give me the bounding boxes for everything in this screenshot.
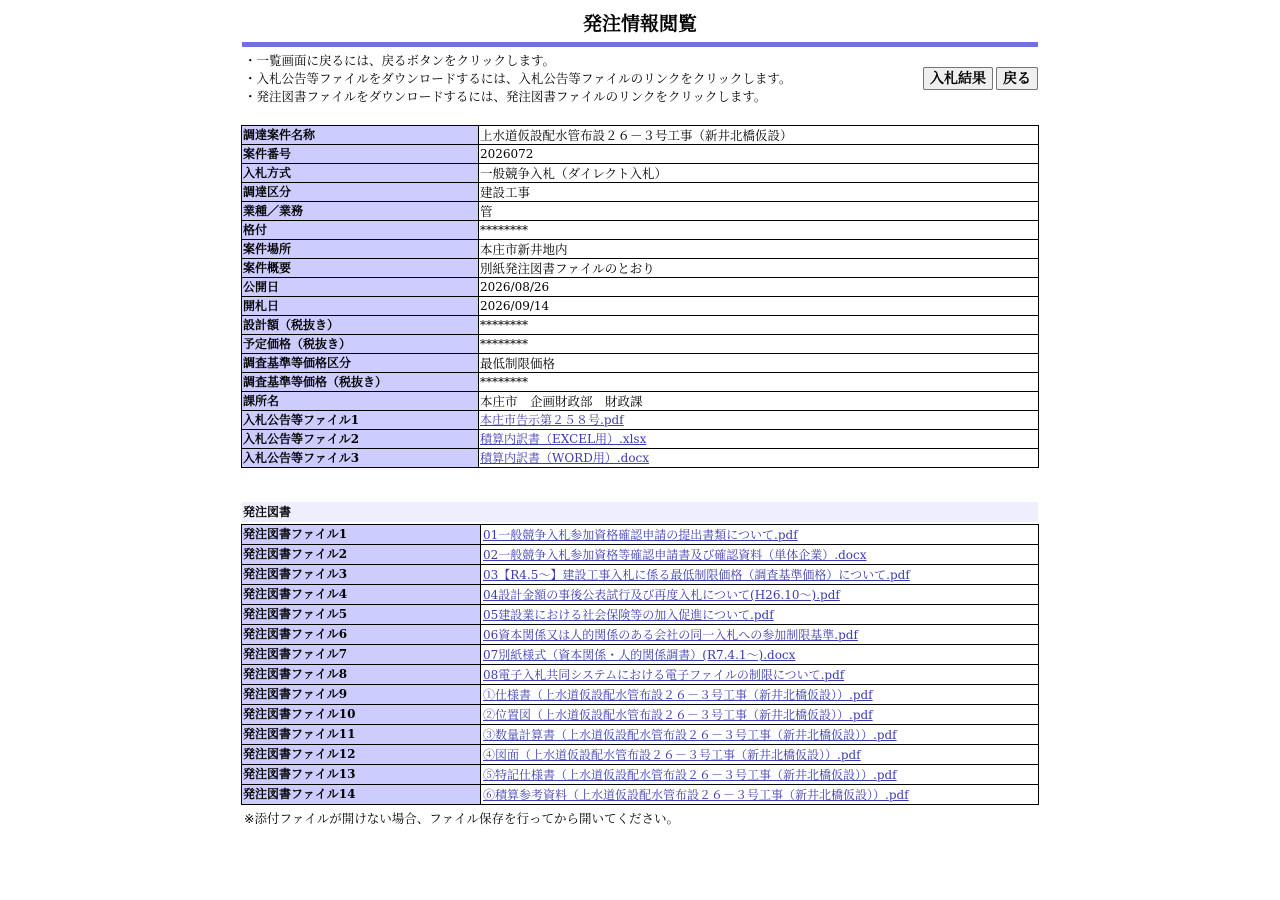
table-row [242,685,1039,705]
table-row [242,449,1039,468]
row-value: ******** [479,316,1039,335]
doc-file-label: 発注図書ファイル14 [242,785,481,805]
docs-section-title: 発注図書 [242,502,1038,522]
table-row [242,145,1039,164]
table-row [242,316,1039,335]
doc-file-link[interactable]: 07別紙様式（資本関係・人的関係調書）(R7.4.1～).docx [483,648,796,662]
row-value: ******** [479,221,1039,240]
table-row [242,278,1039,297]
table-row [242,354,1039,373]
row-value: ******** [479,373,1039,392]
doc-file-label: 発注図書ファイル4 [242,585,481,605]
row-value: 2026/09/14 [479,297,1039,316]
doc-file-link[interactable]: 05建設業における社会保険等の加入促進について.pdf [483,608,774,622]
row-value: 管 [479,202,1039,221]
doc-file-link[interactable]: ③数量計算書（上水道仮設配水管布設２６－３号工事（新井北橋仮設））.pdf [483,728,897,742]
doc-file-label: 発注図書ファイル10 [242,705,481,725]
doc-file-label: 発注図書ファイル12 [242,745,481,765]
row-value: 本庄市 企画財政部 財政課 [479,392,1039,411]
help-line: ・入札公告等ファイルをダウンロードするには、入札公告等ファイルのリンクをクリックします。 [244,71,792,86]
doc-file-label: 発注図書ファイル2 [242,545,481,565]
case-info-body [242,126,1039,468]
row-label: 調査基準等価格（税抜き） [242,373,479,392]
doc-file-link[interactable]: 01一般競争入札参加資格確認申請の提出書類について.pdf [483,528,798,542]
notice-file-link[interactable]: 本庄市告示第２５８号.pdf [480,413,624,427]
notice-file-link[interactable]: 積算内訳書（EXCEL用）.xlsx [480,432,647,446]
doc-file-label: 発注図書ファイル6 [242,625,481,645]
row-label: 案件概要 [242,259,479,278]
doc-file-cell [481,525,1039,545]
row-value: 本庄市新井地内 [479,240,1039,259]
table-row [242,565,1039,585]
back-button[interactable]: 戻る [996,67,1038,90]
row-value: 2026072 [479,145,1039,164]
doc-file-link[interactable]: 04設計金額の事後公表試行及び再度入札について(H26.10～).pdf [483,588,840,602]
row-label: 調査基準等価格区分 [242,354,479,373]
doc-file-cell [481,625,1039,645]
help-list [244,52,791,106]
table-row [242,605,1039,625]
notice-file-link[interactable]: 積算内訳書（WORD用）.docx [480,451,650,465]
row-value: 別紙発注図書ファイルのとおり [479,259,1039,278]
doc-file-link[interactable]: ②位置図（上水道仮設配水管布設２６－３号工事（新井北橋仮設））.pdf [483,708,873,722]
notice-file-label: 入札公告等ファイル3 [242,449,479,468]
doc-file-label: 発注図書ファイル11 [242,725,481,745]
table-row [242,645,1039,665]
table-row [242,745,1039,765]
table-row [242,785,1039,805]
table-row [242,665,1039,685]
doc-file-link[interactable]: ⑥積算参考資料（上水道仮設配水管布設２６－３号工事（新井北橋仮設））.pdf [483,788,909,802]
doc-file-link[interactable]: 02一般競争入札参加資格等確認申請書及び確認資料（単体企業）.docx [483,548,867,562]
row-value: 一般競争入札（ダイレクト入札） [479,164,1039,183]
table-row [242,202,1039,221]
doc-file-cell [481,665,1039,685]
action-buttons [923,67,1038,90]
table-row [242,335,1039,354]
doc-file-cell [481,785,1039,805]
table-row [242,545,1039,565]
row-label: 案件番号 [242,145,479,164]
doc-file-label: 発注図書ファイル5 [242,605,481,625]
doc-file-cell [481,565,1039,585]
row-label: 格付 [242,221,479,240]
doc-file-cell [481,685,1039,705]
table-row [242,373,1039,392]
doc-file-cell [481,765,1039,785]
table-row [242,164,1039,183]
page-container [242,0,1038,827]
case-info-table [241,125,1039,468]
table-row [242,765,1039,785]
doc-file-link[interactable]: ①仕様書（上水道仮設配水管布設２６－３号工事（新井北橋仮設））.pdf [483,688,873,702]
doc-file-link[interactable]: 06資本関係又は人的関係のある会社の同一入札への参加制限基準.pdf [483,628,858,642]
doc-files-table [241,524,1039,805]
row-label: 調達案件名称 [242,126,479,145]
help-line: ・一覧画面に戻るには、戻るボタンをクリックします。 [244,53,556,68]
table-row [242,183,1039,202]
notice-file-cell [479,449,1039,468]
doc-file-link[interactable]: ⑤特記仕様書（上水道仮設配水管布設２６－３号工事（新井北橋仮設））.pdf [483,768,897,782]
row-label: 案件場所 [242,240,479,259]
table-row [242,240,1039,259]
row-label: 予定価格（税抜き） [242,335,479,354]
row-label: 設計額（税抜き） [242,316,479,335]
doc-file-link[interactable]: 03【R4.5～】建設工事入札に係る最低制限価格（調査基準価格）について.pdf [483,568,910,582]
table-row [242,392,1039,411]
doc-file-cell [481,545,1039,565]
doc-file-cell [481,605,1039,625]
table-row [242,525,1039,545]
bid-result-button[interactable]: 入札結果 [923,67,993,90]
table-row [242,430,1039,449]
page-title: 発注情報閲覧 [582,13,697,35]
doc-file-link[interactable]: 08電子入札共同システムにおける電子ファイルの制限について.pdf [483,668,845,682]
row-value: 上水道仮設配水管布設２６－３号工事（新井北橋仮設） [479,126,1039,145]
row-value: 2026/08/26 [479,278,1039,297]
table-row [242,625,1039,645]
notice-file-cell [479,411,1039,430]
doc-file-label: 発注図書ファイル8 [242,665,481,685]
row-label: 調達区分 [242,183,479,202]
doc-file-cell [481,705,1039,725]
notice-file-label: 入札公告等ファイル2 [242,430,479,449]
table-row [242,725,1039,745]
doc-file-label: 発注図書ファイル7 [242,645,481,665]
doc-file-label: 発注図書ファイル1 [242,525,481,545]
row-label: 公開日 [242,278,479,297]
help-line: ・発注図書ファイルをダウンロードするには、発注図書ファイルのリンクをクリックします。 [244,89,767,104]
table-row [242,259,1039,278]
row-label: 開札日 [242,297,479,316]
row-value: 最低制限価格 [479,354,1039,373]
doc-file-label: 発注図書ファイル3 [242,565,481,585]
doc-file-cell [481,645,1039,665]
row-label: 業種／業務 [242,202,479,221]
row-label: 課所名 [242,392,479,411]
doc-file-cell [481,725,1039,745]
notice-file-cell [479,430,1039,449]
table-row [242,411,1039,430]
doc-file-label: 発注図書ファイル9 [242,685,481,705]
doc-file-label: 発注図書ファイル13 [242,765,481,785]
row-label: 入札方式 [242,164,479,183]
row-value: ******** [479,335,1039,354]
footer-note: ※添付ファイルが開けない場合、ファイル保存を行ってから開いてください。 [244,811,679,826]
doc-files-body [242,525,1039,805]
table-row [242,297,1039,316]
doc-file-cell [481,585,1039,605]
table-row [242,705,1039,725]
table-row [242,585,1039,605]
notice-file-label: 入札公告等ファイル1 [242,411,479,430]
doc-file-link[interactable]: ④図面（上水道仮設配水管布設２６－３号工事（新井北橋仮設））.pdf [483,748,861,762]
table-row [242,221,1039,240]
help-section [242,47,1038,113]
table-row [242,126,1039,145]
doc-file-cell [481,745,1039,765]
row-value: 建設工事 [479,183,1039,202]
